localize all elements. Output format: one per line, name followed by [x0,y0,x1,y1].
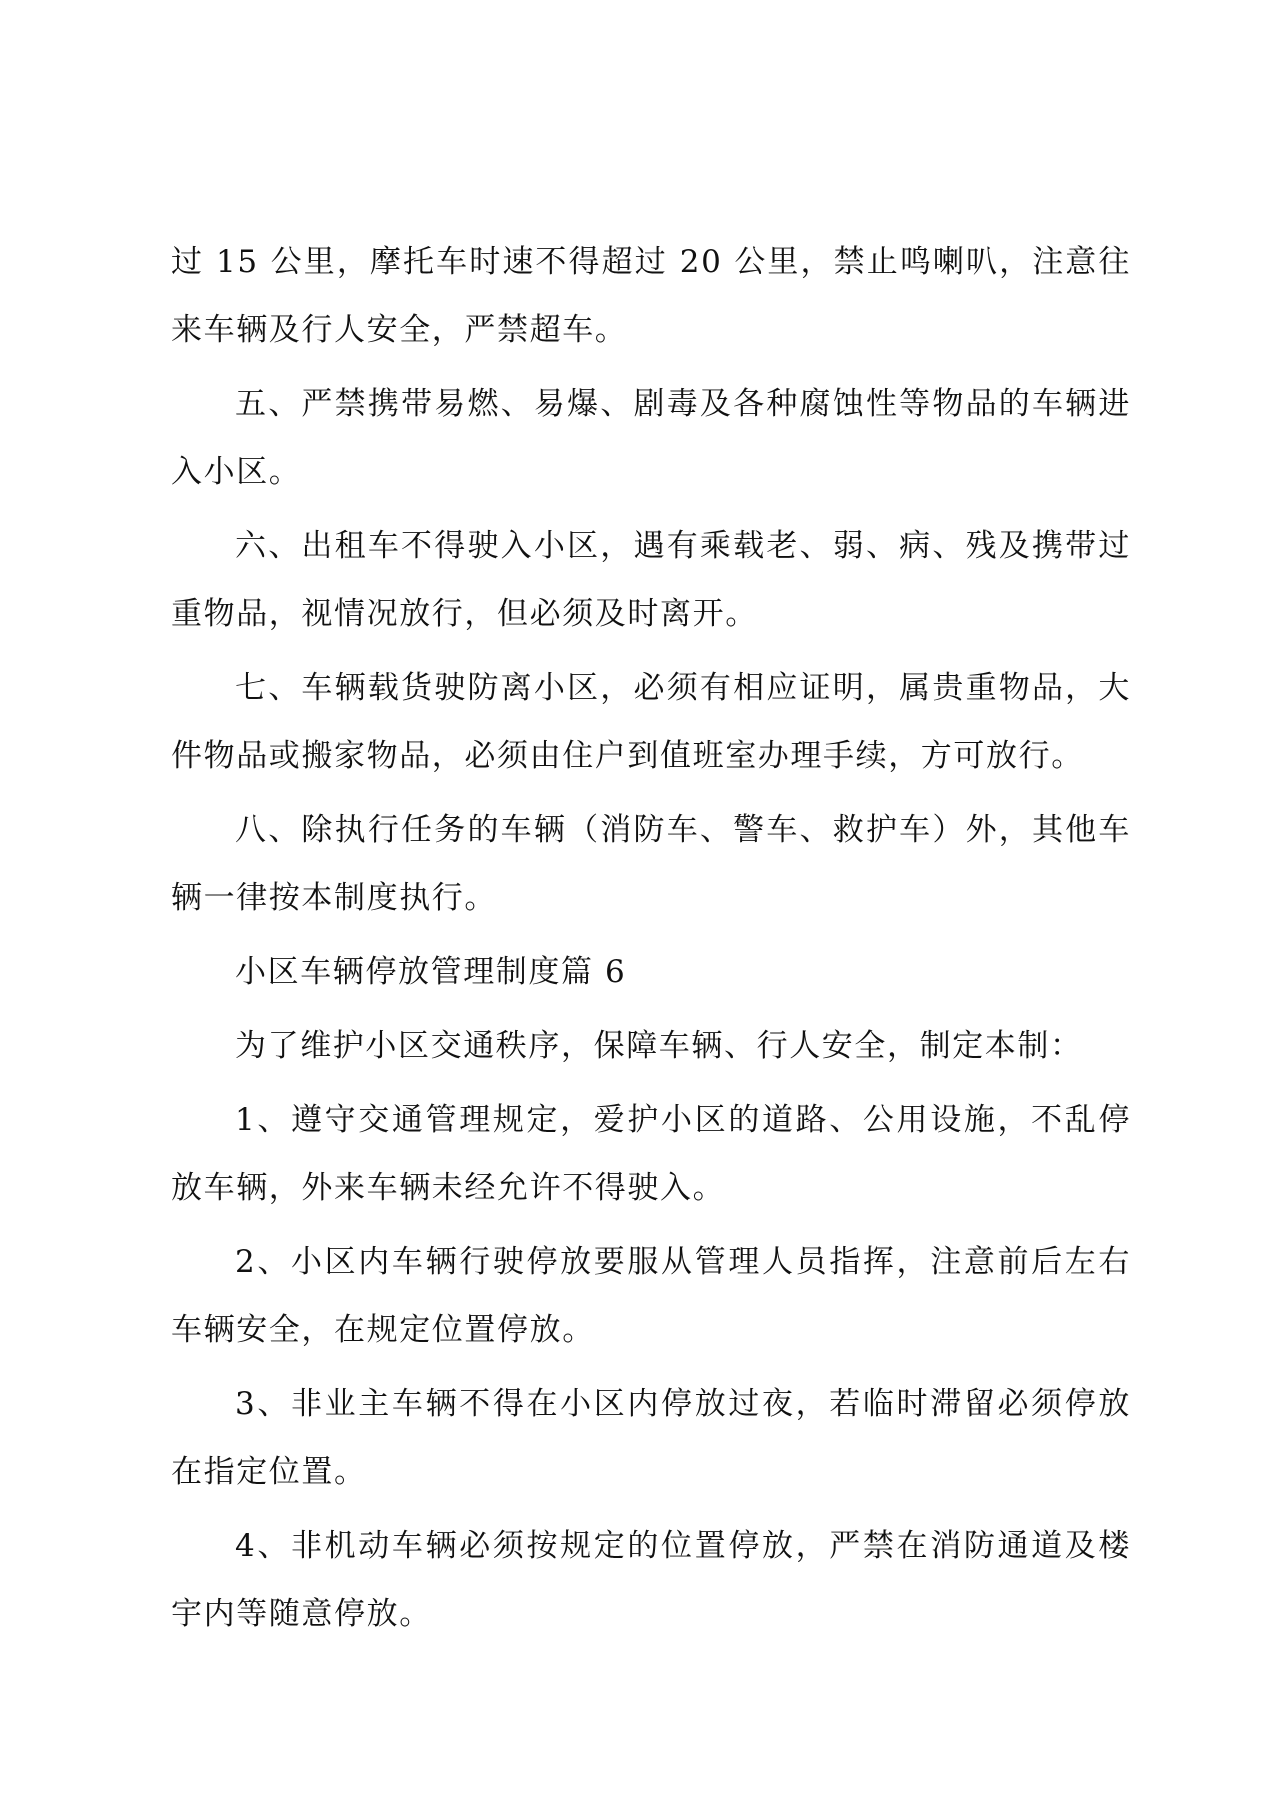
paragraph-rule-6: 六、出租车不得驶入小区，遇有乘载老、弱、病、残及携带过重物品，视情况放行，但必须及时离开。 [171,528,1131,632]
document-page [171,228,1131,1654]
paragraph-rule-7: 七、车辆载货驶防离小区，必须有相应证明，属贵重物品，大件物品或搬家物品，必须由住户到值班室办理手续，方可放行。 [171,670,1131,774]
section-item-4: 4、非机动车辆必须按规定的位置停放，严禁在消防通道及楼宇内等随意停放。 [171,1528,1131,1632]
section-title: 小区车辆停放管理制度篇 6 [235,954,627,990]
section-item-2: 2、小区内车辆行驶停放要服从管理人员指挥，注意前后左右车辆安全，在规定位置停放。 [171,1244,1131,1348]
paragraph-rule-8: 八、除执行任务的车辆（消防车、警车、救护车）外，其他车辆一律按本制度执行。 [171,812,1131,916]
section-intro: 为了维护小区交通秩序，保障车辆、行人安全，制定本制： [235,1028,1083,1064]
section-item-1: 1、遵守交通管理规定，爱护小区的道路、公用设施，不乱停放车辆，外来车辆未经允许不得驶入。 [171,1102,1131,1206]
paragraph-rule-5: 五、严禁携带易燃、易爆、剧毒及各种腐蚀性等物品的车辆进入小区。 [171,386,1131,490]
paragraph-continuation: 过 15 公里，摩托车时速不得超过 20 公里，禁止鸣喇叭，注意往来车辆及行人安全，严禁超车。 [171,244,1131,348]
section-item-3: 3、非业主车辆不得在小区内停放过夜，若临时滞留必须停放在指定位置。 [171,1386,1131,1490]
